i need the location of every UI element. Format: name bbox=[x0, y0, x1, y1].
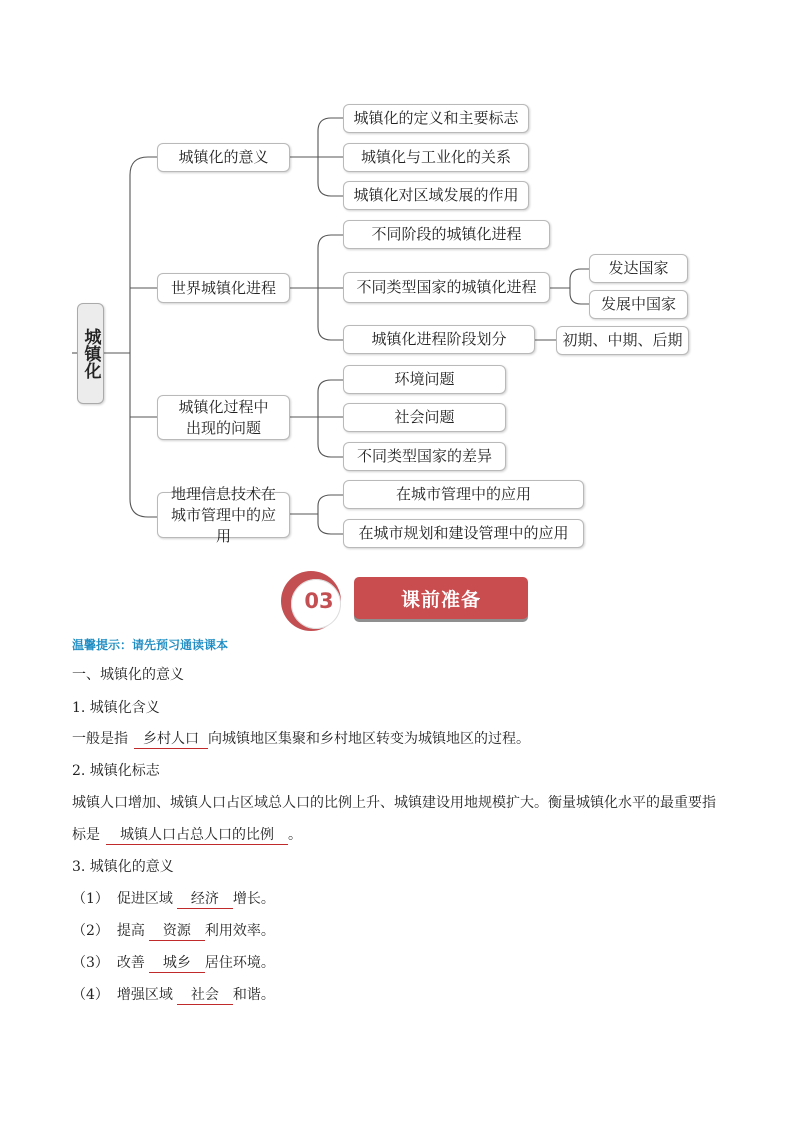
subsection-title: 1. 城镇化含义 bbox=[72, 700, 160, 716]
mindmap-node-environment: 环境问题 bbox=[343, 365, 506, 394]
mindmap-node-differences: 不同类型国家的差异 bbox=[343, 442, 506, 471]
mindmap-node-phases: 初期、中期、后期 bbox=[556, 326, 689, 355]
subsection-title: 2. 城镇化标志 bbox=[72, 763, 160, 779]
answer-blank: 经济 bbox=[177, 888, 233, 909]
mindmap-node-developing: 发展中国家 bbox=[589, 290, 688, 319]
answer-blank: 城镇人口占总人口的比例 bbox=[106, 824, 288, 845]
mindmap-node-industrialization: 城镇化与工业化的关系 bbox=[343, 143, 529, 172]
mindmap-branch-significance: 城镇化的意义 bbox=[157, 143, 290, 172]
section-number-badge: 03 bbox=[281, 571, 341, 631]
mindmap-node-city-management: 在城市管理中的应用 bbox=[343, 480, 584, 509]
mindmap-node-social: 社会问题 bbox=[343, 403, 506, 432]
mindmap-branch-world-process: 世界城镇化进程 bbox=[157, 273, 290, 303]
reading-tip: 温馨提示：请先预习通读课本 bbox=[72, 638, 229, 652]
mindmap-branch-problems: 城镇化过程中出现的问题 bbox=[157, 395, 290, 440]
list-item: （1） 促进区域 经济 增长。 bbox=[72, 888, 275, 909]
subsection-title: 3. 城镇化的意义 bbox=[72, 859, 174, 875]
mindmap-node-definition: 城镇化的定义和主要标志 bbox=[343, 104, 529, 133]
mindmap-node-regional-role: 城镇化对区域发展的作用 bbox=[343, 181, 529, 210]
answer-blank: 乡村人口 bbox=[134, 728, 208, 749]
answer-blank: 资源 bbox=[149, 920, 205, 941]
list-item: （4） 增强区域 社会 和谐。 bbox=[72, 984, 275, 1005]
mindmap-node-stages: 不同阶段的城镇化进程 bbox=[343, 220, 550, 249]
fill-in-sentence: 一般是指 乡村人口 向城镇地区集聚和乡村地区转变为城镇地区的过程。 bbox=[72, 728, 530, 749]
mindmap-node-developed: 发达国家 bbox=[589, 254, 688, 283]
fill-in-sentence: 标是 城镇人口占总人口的比例 。 bbox=[72, 824, 302, 845]
mindmap-node-stage-division: 城镇化进程阶段划分 bbox=[343, 325, 535, 354]
mindmap-node-city-planning: 在城市规划和建设管理中的应用 bbox=[343, 519, 584, 548]
answer-blank: 社会 bbox=[177, 984, 233, 1005]
mindmap-branch-gis: 地理信息技术在城市管理中的应用 bbox=[157, 492, 290, 538]
mindmap-node-country-types: 不同类型国家的城镇化进程 bbox=[343, 272, 550, 303]
mindmap-root: 城镇化 bbox=[77, 303, 104, 404]
section-title: 课前准备 bbox=[354, 577, 528, 619]
section-heading: 一、城镇化的意义 bbox=[72, 667, 184, 683]
list-item: （2） 提高 资源 利用效率。 bbox=[72, 920, 275, 941]
section-banner bbox=[278, 570, 534, 632]
paragraph-text: 城镇人口增加、城镇人口占区域总人口的比例上升、城镇建设用地规模扩大。衡量城镇化水平的最重要指 bbox=[72, 795, 716, 811]
list-item: （3） 改善 城乡 居住环境。 bbox=[72, 952, 275, 973]
answer-blank: 城乡 bbox=[149, 952, 205, 973]
